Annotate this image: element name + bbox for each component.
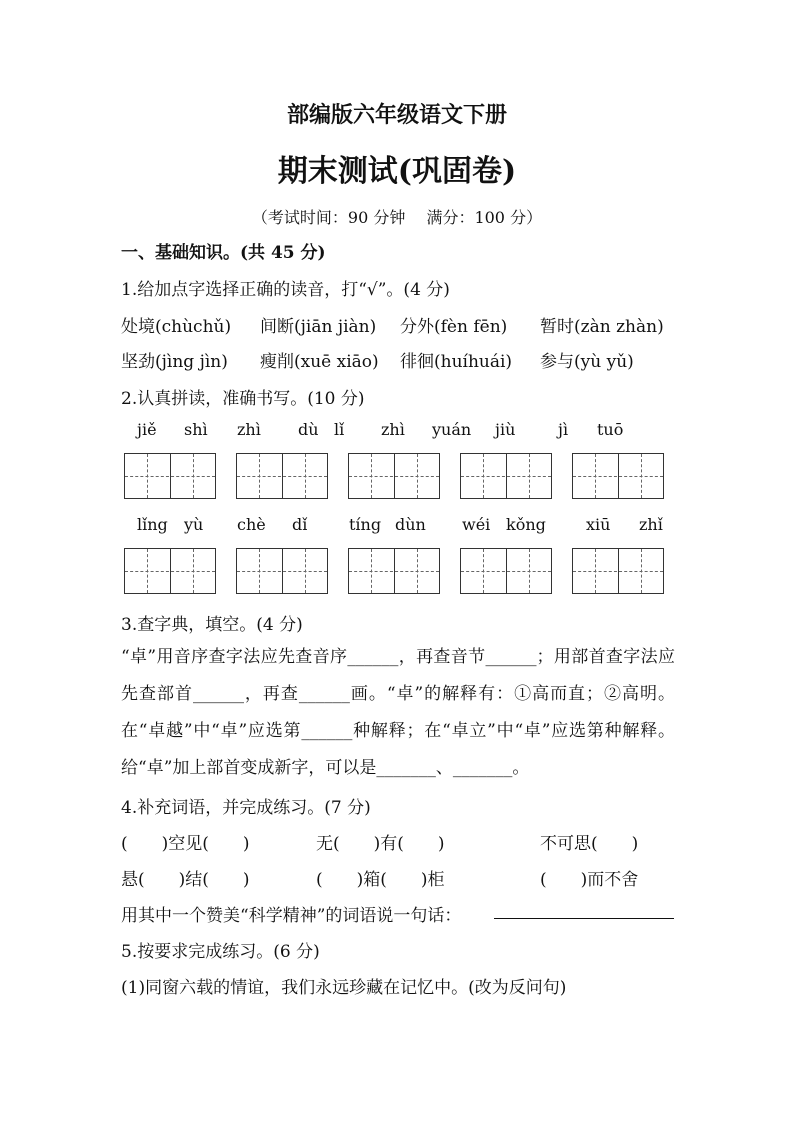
writing-grid[interactable] <box>572 548 664 594</box>
writing-grid[interactable] <box>460 453 552 499</box>
pinyin-label: yuán <box>432 420 472 439</box>
writing-grid[interactable] <box>124 548 216 594</box>
question-2-prompt: 2.认真拼读，准确书写。(10 分) <box>121 389 365 409</box>
pinyin-row-1 <box>121 420 681 444</box>
writing-grid[interactable] <box>124 453 216 499</box>
pinyin-label: lǐng <box>137 515 168 534</box>
pinyin-label: chè <box>237 515 266 534</box>
question-1-row-1 <box>121 312 681 338</box>
question-1-prompt: 1.给加点字选择正确的读音，打“√”。(4 分) <box>121 280 450 300</box>
exam-info: （考试时间：90 分钟 满分：100 分） <box>251 208 543 227</box>
word-option: 间断(jiān jiàn) <box>260 317 377 337</box>
idiom-blank: 不可思( ) <box>540 834 639 854</box>
pinyin-label: lǐ <box>334 420 345 439</box>
section-heading: 一、基础知识。(共 45 分) <box>121 243 326 263</box>
pinyin-label: dǐ <box>292 515 308 534</box>
pinyin-row-2 <box>121 515 681 539</box>
idiom-blank: ( )箱( )柜 <box>316 870 445 890</box>
pinyin-label: dù <box>298 420 319 439</box>
question-4-row-1 <box>121 829 681 855</box>
writing-grid[interactable] <box>236 548 328 594</box>
idiom-blank: 无( )有( ) <box>316 834 445 854</box>
writing-grid[interactable] <box>460 548 552 594</box>
pinyin-label: kǒng <box>506 515 546 534</box>
idiom-blank: ( )空见( ) <box>121 834 250 854</box>
writing-grid[interactable] <box>348 453 440 499</box>
question-4-row-2 <box>121 865 681 891</box>
pinyin-label: jì <box>558 420 569 439</box>
exam-title: 期末测试(巩固卷) <box>277 154 517 189</box>
word-option: 参与(yù yǔ) <box>540 352 634 372</box>
answer-line[interactable] <box>494 918 674 919</box>
pinyin-label: shì <box>184 420 208 439</box>
writing-grid[interactable] <box>572 453 664 499</box>
question-5-item-1: (1)同窗六载的情谊，我们永远珍藏在记忆中。(改为反问句) <box>121 978 567 998</box>
question-4-sentence-prompt: 用其中一个赞美“科学精神”的词语说一句话： <box>121 906 462 926</box>
pinyin-label: xiū <box>586 515 611 534</box>
document-title: 部编版六年级语文下册 <box>286 102 507 128</box>
pinyin-label: wéi <box>462 515 491 534</box>
pinyin-label: dùn <box>395 515 426 534</box>
word-option: 分外(fèn fēn) <box>400 317 508 337</box>
pinyin-label: jiě <box>137 420 157 439</box>
idiom-blank: 悬( )结( ) <box>121 870 250 890</box>
pinyin-label: yù <box>184 515 204 534</box>
writing-grid[interactable] <box>348 548 440 594</box>
word-option: 坚劲(jìng jìn) <box>121 352 228 372</box>
word-option: 处境(chùchǔ) <box>121 317 232 337</box>
pinyin-label: jiù <box>495 420 516 439</box>
word-option: 暂时(zàn zhàn) <box>540 317 664 337</box>
question-1-row-2 <box>121 347 681 373</box>
question-3-prompt: 3.查字典，填空。(4 分) <box>121 615 303 635</box>
pinyin-label: zhǐ <box>639 515 663 534</box>
word-option: 瘦削(xuē xiāo) <box>260 352 379 372</box>
question-3-text: “卓”用音序查字法应先查音序______，再查音节______；用部首查字法应先查部首______，再查______画。“卓”的解释有：①高而直；②高明。在“卓越”中“卓”应选第______种解释；在“卓立”中“卓”应选第种解释。给“卓”加上部首变成新字，可以是_______、_______。 <box>121 647 675 778</box>
question-4-prompt: 4.补充词语，并完成练习。(7 分) <box>121 798 371 818</box>
question-5-prompt: 5.按要求完成练习。(6 分) <box>121 942 320 962</box>
pinyin-label: tíng <box>349 515 382 534</box>
pinyin-label: zhì <box>237 420 261 439</box>
word-option: 徘徊(huíhuái) <box>400 352 513 372</box>
idiom-blank: ( )而不舍 <box>540 870 639 890</box>
pinyin-label: tuō <box>597 420 624 439</box>
pinyin-label: zhì <box>381 420 405 439</box>
writing-grid[interactable] <box>236 453 328 499</box>
